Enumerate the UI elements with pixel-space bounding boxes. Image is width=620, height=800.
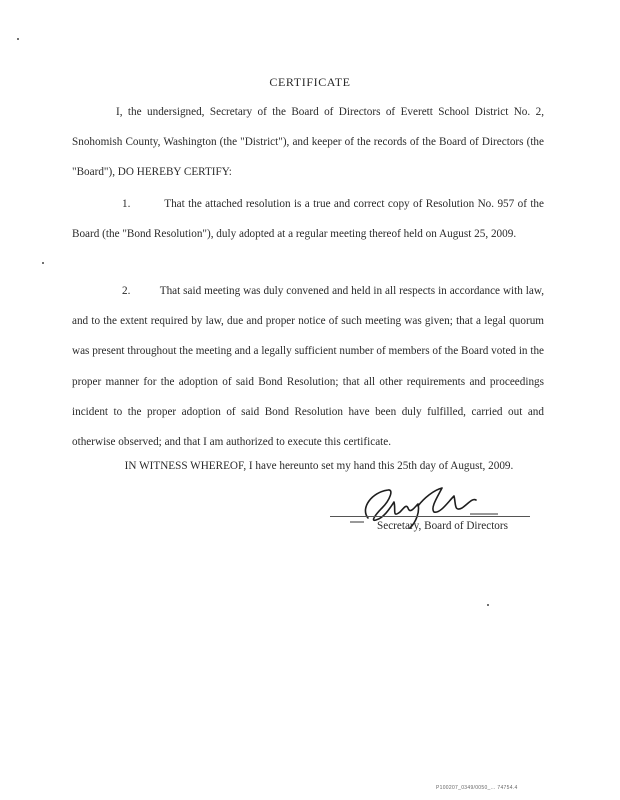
scan-speck <box>487 604 489 606</box>
intro-paragraph: I, the undersigned, Secretary of the Board of Directors of Everett School District No. 2, Snohomish County, Washington (the "District"), and keeper of the records of the Board of Directors (the "Board"), DO HEREBY CERTIFY: <box>72 106 544 179</box>
signature-caption: Secretary, Board of Directors <box>377 520 508 532</box>
item-1-text: That the attached resolution is a true and correct copy of Resolution No. 957 of the Board (the "Bond Resolution"), duly adopted at a regular meeting thereof held on August 25, 2009. <box>72 198 544 241</box>
item-1-number: 1. <box>122 198 131 210</box>
scan-speck <box>17 38 19 40</box>
scan-speck <box>42 262 44 264</box>
item-2-text: That said meeting was duly convened and held in all respects in accordance with law, and to the extent required by law, due and proper notice of such meeting was given; that a legal quorum was present throughout the meeting and a legally sufficient number of members of the Board voted in the proper manner for the adoption of said Bond Resolution; that all other requirements and proceedings incident to the proper adoption of said Bond Resolution have been duly fulfilled, carried out and otherwise observed; and that I am authorized to execute this certificate. <box>72 285 544 449</box>
item-1-paragraph <box>72 189 544 249</box>
footer-reference: P100207_0349/0050_... 74754.4 <box>436 785 518 791</box>
item-2-paragraph <box>72 276 544 457</box>
item-2-number: 2. <box>122 285 131 297</box>
witness-clause: IN WITNESS WHEREOF, I have hereunto set my hand this 25th day of August, 2009. <box>124 460 514 472</box>
signature-line <box>330 516 530 517</box>
document-title: CERTIFICATE <box>269 75 351 89</box>
